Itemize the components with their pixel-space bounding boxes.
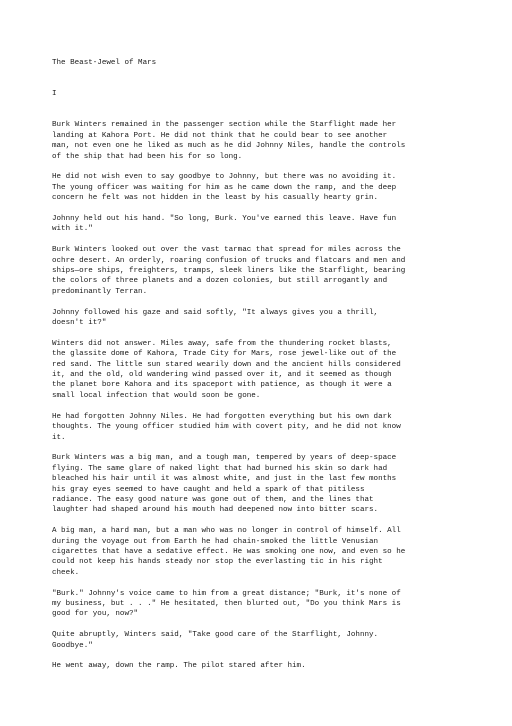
paragraph: A big man, a hard man, but a man who was no longer in control of himself. All during the voyage out from Earth he had chain-smoked the little Venusian cigarettes that have a sedative effect. He was smoking one now, and even so he could not keep his hands steady nor stop the everlasting tic in his right cheek. xyxy=(52,527,406,577)
paragraph: Burk Winters was a big man, and a tough man, tempered by years of deep-space flying. The same glare of naked light that had burned his skin so dark had bleached his hair until it was almost white, and just in the last few months his gray eyes seemed to have caught and held a spark of that pitiless radiance. The easy good nature was gone out of them, and the lines that laughter had shaped around his mouth had deepened now into bitter scars. xyxy=(52,454,397,515)
paragraph: He had forgotten Johnny Niles. He had forgotten everything but his own dark thoughts. The young officer studied him with covert pity, and he did not know it. xyxy=(52,412,401,442)
paragraph: "Burk." Johnny's voice came to him from a great distance; "Burk, it's none of my business, but . . ." He hesitated, then blurted out, "Do you think Mars is good for you, now?" xyxy=(52,589,401,619)
paragraph: He went away, down the ramp. The pilot stared after him. xyxy=(52,662,306,671)
paragraph: Johnny held out his hand. "So long, Burk. You've earned this leave. Have fun with it." xyxy=(52,215,397,234)
chapter-heading: I xyxy=(52,90,57,99)
paragraph: Winters did not answer. Miles away, safe from the thundering rocket blasts, the glassite dome of Kahora, Trade City for Mars, rose jewel-like out of the red sand. The little sun stared wearily down and the ancient hills considered it, and the old, old wandering wind passed over it, and it seemed as though the planet bore Kahora and its spaceport with patience, as though it were a small local infection that would soon be gone. xyxy=(52,339,401,400)
document-body xyxy=(52,58,482,682)
paragraph: Quite abruptly, Winters said, "Take good care of the Starflight, Johnny. Goodbye." xyxy=(52,631,379,650)
paragraph: He did not wish even to say goodbye to Johnny, but there was no avoiding it. The young officer was waiting for him as he came down the ramp, and the deep concern he felt was not hidden in the least by his casually hearty grin. xyxy=(52,173,397,203)
paragraph: Burk Winters looked out over the vast tarmac that spread for miles across the ochre desert. An orderly, roaring confusion of trucks and flatcars and men and ships—ore ships, freighters, tramps, sleek liners like the Starflight, bearing the colors of three planets and a dozen colonies, but still arrogantly and predominantly Terran. xyxy=(52,246,406,296)
paragraph: Johnny followed his gaze and said softly, "It always gives you a thrill, doesn't it?" xyxy=(52,308,379,328)
paragraph: Burk Winters remained in the passenger section while the Starflight made her landing at Kahora Port. He did not think that he could bear to see another man, not even one he liked as much as he did Johnny Niles, handle the controls of the ship that had been his for so long. xyxy=(52,121,406,161)
document-title: The Beast-Jewel of Mars xyxy=(52,59,157,67)
